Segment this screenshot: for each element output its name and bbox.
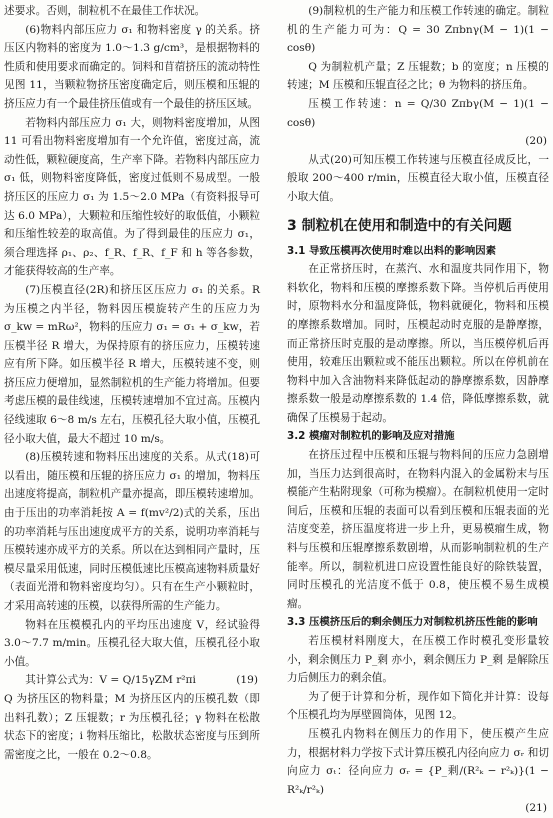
subsection-heading: 3.3 压模挤压后的剩余侧压力对制粒机挤压性能的影响 bbox=[287, 616, 538, 629]
paragraph: (6)物料内部压应力 σ₁ 和物料密度 γ 的关系。挤压区内物料的密度为 1.0～1.3 g/cm³，是根据物料的性质和使用要求而确定的。饲料和苜蓿挤压的流动特性见图 11，当颗粒物挤压密度确定后，则压模和压辊的挤压应力有一个最佳挤压值或有一个最佳的挤压区域。 bbox=[4, 23, 260, 110]
paragraph: 为了便于计算和分析，现作如下简化并计算：设每个压模孔均为厚壁圆筒体，见图 12。 bbox=[287, 690, 549, 722]
paragraph: (9)制粒机的生产能力和压模工作转速的确定。制粒机的生产能力可为：Q = 30 Zπbnγ(M − 1)(1 − cosθ) bbox=[287, 5, 549, 55]
paragraph: 物料在压模模孔内的平均压出速度 V，经试验得 3.0～7.7 m/min。压模孔径大取大值，压模孔径小取小值。 bbox=[4, 618, 260, 668]
paragraph: Q 为制粒机产量；Z 压辊数；b 的宽度；n 压模的转速；M 压模和压辊直径之比；θ 为物料的挤压角。 bbox=[287, 60, 549, 92]
subsection-heading: 3.1 导致压模再次使用时难以出料的影响因素 bbox=[287, 244, 497, 257]
right-column bbox=[287, 2, 549, 818]
paragraph: (8)压模转速和物料压出速度的关系。从式(18)可以看出，随压模和压辊的挤压应力 σ₁ 的增加，物料压出速度将提高，制粒机产量亦提高，即压模转速增加。由于压出的功率消耗按 A = f(mv²/2)式的关系，压出的功率消耗与压出速度成平方的关系，说明功率消耗与压模转速亦成平方的关系。所以在达到相同产量时，压模尽量采用低速，同时压模低速比压模高速物料质量好（表面光滑和物料密度均匀）。只有在生产小颗粒时，才采用高转速的压模，以获得所需的生产能力。 bbox=[4, 451, 260, 612]
subsection-heading: 3.2 模瘤对制粒机的影响及应对措施 bbox=[287, 430, 455, 443]
paragraph: Q 为挤压区的物料量；M 为挤压区内的压模孔数（即出料孔数）；Z 压辊数；r 为压模孔径；γ 物料在松散状态下的密度；i 物料压缩比，松散状态密度与压到所需密度之比，一般在 0.2～0.8。 bbox=[4, 692, 260, 761]
paragraph: 从式(20)可知压模工作转速与压模直径成反比，一般取 200～400 r/min，压模直径大取小值，压模直径小取大值。 bbox=[287, 153, 549, 203]
equation-text: 其计算公式为：V = Q/15γZM r²πi bbox=[25, 674, 196, 687]
equation-20: 压模工作转速：n = Q/30 Zπbγ(M − 1)(1 − cosθ) bbox=[287, 97, 549, 129]
paragraph: 若压模材料刚度大，在压模工作时模孔变形量较小，剩余侧压力 P_剩 亦小，剩余侧压力 P_剩 是解除压力后侧压力的剩余值。 bbox=[287, 635, 549, 685]
paragraph: 述要求。否则，制粒机不在最佳工作状况。 bbox=[4, 5, 206, 17]
equation-number: (20) bbox=[525, 135, 547, 148]
paragraph: 压模孔内物料在侧压力的作用下，使压模产生应力，根据材料力学按下式计算压模孔内径向应力 σᵣ 和切向应力 σₜ：径向应力 σᵣ = {P_剩/(R²ₖ − r²ₖ)}(1 − R²ₖ/r²ₖ) bbox=[287, 727, 549, 796]
paragraph: 若物料内部压应力 σ₁ 大，则物料密度增加，从图 11 可看出物料密度增加有一个允许值，密度过高，流动性低，颗粒硬度高，生产率下降。若物料内部压应力 σ₁ 低，则物料密度降低，密度过低则不易成型。一般挤压区的压应力 σ₁ 为 1.5～2.0 MPa（有资料报导可达 6.0 MPa），大颗粒和压缩性较好的取低值，小颗粒和压缩性较差的取高值。为了得到最佳的压应力 σ₁，须合理选择 ρ₁、ρ₂、f_R、f_R、f_F 和 h 等各参数，才能获得较高的生产率。 bbox=[4, 116, 260, 278]
left-column bbox=[4, 2, 260, 764]
equation-19 bbox=[4, 671, 260, 690]
equation-number: (21) bbox=[525, 802, 547, 815]
section-heading: 3 制粒机在使用和制造中的有关问题 bbox=[287, 217, 512, 234]
paragraph: 在挤压过程中压模和压辊与物料间的压应力急剧增加，当压力达到很高时，在物料内混入的金属粉末与压模能产生粘附现象（可称为模瘤）。在制粒机使用一定时间后，压模和压辊的表面可以看到压模和压辊表面的光洁度变差，挤压温度将进一步上升，更易模瘤生成，物料与压模和压辊摩擦系数剧增，从而影响制粒机的生产能率。所以，制粒机进口应设置性能良好的除铁装置，同时压模孔的光洁度不低于 0.8，使压模不易生成模瘤。 bbox=[287, 449, 549, 610]
equation-number: (19) bbox=[236, 674, 258, 687]
paragraph: 在正常挤压时，在蒸汽、水和温度共同作用下，物料软化，物料和压模的摩擦系数下降。当停机后再使用时，原物料水分和温度降低，物料就硬化，物料和压模的摩擦系数增加。同时，压模起动时克服的是静摩擦，而正常挤压时克服的是动摩擦。所以，当压模停机后再使用，较难压出颗粒或不能压出颗粒。所以在停机前在物料中加入含油物料来降低起动的静摩擦系数，因静摩擦系数一般是动摩擦系数的 1.4 倍，降低摩擦系数，就确保了压模易于起动。 bbox=[287, 263, 549, 424]
paragraph: (7)压模直径(2R)和挤压区压应力 σ₁ 的关系。R 为压模之内半径，物料因压模旋转产生的压应力为 σ_kw = mRω²，物料的压应力 σ₁ = σ₁ + σ_kw，若压模半径 R 增大，为保持原有的挤压应力，压模转速应有所下降。如压模半径 R 增大，压模转速不变，则挤压应力便增加，显然制粒机的生产能力将增加。但要考虑压模的最佳线速，压模转速增加不宜过高。压模内径线速取 6～8 m/s 左右，压模孔径大取小值，压模孔径小取大值，最大不超过 10 m/s。 bbox=[4, 283, 260, 445]
